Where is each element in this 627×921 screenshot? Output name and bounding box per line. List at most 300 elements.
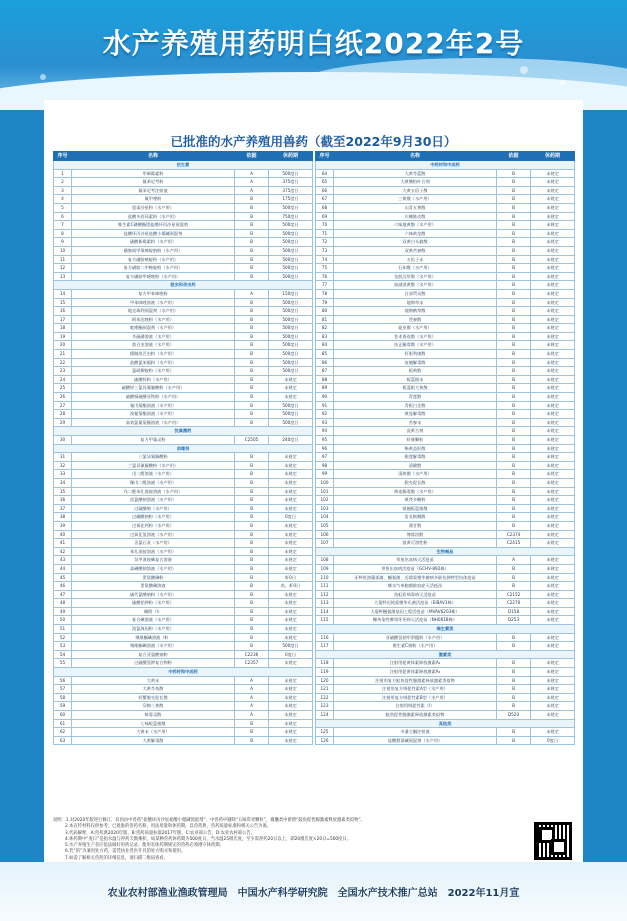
cell-basis: B bbox=[497, 728, 531, 737]
cell-no: 7 bbox=[54, 221, 72, 230]
cell-drug-name: 注射用促黄体素释放激素A₂ bbox=[334, 659, 497, 668]
cell-basis: B bbox=[235, 470, 269, 479]
cell-drug-name: 辛硫磷溶液（水产用） bbox=[72, 332, 235, 341]
cell-withdrawal: 未规定 bbox=[531, 307, 575, 316]
cell-no: 37 bbox=[54, 504, 72, 513]
cell-basis: B bbox=[497, 186, 531, 195]
cell-drug-name: 苯扎溴铵溶液（水产用） bbox=[72, 547, 235, 556]
cell-no: 91 bbox=[316, 401, 334, 410]
table-row bbox=[54, 229, 313, 238]
cell-basis: C2505 bbox=[235, 436, 269, 445]
cell-basis: C2152 bbox=[497, 590, 531, 599]
cell-no: 86 bbox=[316, 358, 334, 367]
category-row bbox=[54, 668, 313, 677]
cell-drug-name: 复方磺胺二甲嘧啶粉（水产用） bbox=[72, 264, 235, 273]
cell-no: 106 bbox=[316, 530, 334, 539]
category-label: 消毒剂 bbox=[54, 444, 313, 453]
cell-withdrawal: 未规定 bbox=[269, 375, 313, 384]
table-row bbox=[316, 350, 575, 359]
cell-basis: B bbox=[497, 676, 531, 685]
cell-drug-name: 六味地黄散（水产用） bbox=[334, 221, 497, 230]
cell-withdrawal: 0度日 bbox=[269, 513, 313, 522]
cell-drug-name: 蛋氨酸碘溶液 bbox=[72, 582, 235, 591]
cell-withdrawal: 0度日 bbox=[531, 736, 575, 745]
cell-withdrawal: 未规定 bbox=[269, 470, 313, 479]
cell-withdrawal: 未规定 bbox=[269, 736, 313, 745]
cell-no: 41 bbox=[54, 539, 72, 548]
table-row bbox=[54, 728, 313, 737]
cell-withdrawal: 500度日 bbox=[269, 255, 313, 264]
cell-no: 78 bbox=[316, 289, 334, 298]
cell-no: 27 bbox=[54, 401, 72, 410]
cell-withdrawal: 未规定 bbox=[531, 582, 575, 591]
table-row bbox=[54, 384, 313, 393]
cell-drug-name: 地克珠利预混剂（水产用） bbox=[72, 307, 235, 316]
cell-withdrawal: 未规定 bbox=[269, 616, 313, 625]
table-row bbox=[54, 393, 313, 402]
cell-basis: B bbox=[497, 659, 531, 668]
cell-withdrawal: 未规定 bbox=[269, 539, 313, 548]
cell-drug-name: 嗜水气单胞菌败血症灭活疫苗 bbox=[334, 582, 497, 591]
cell-drug-name: 复方甲霜灵粉 bbox=[72, 436, 235, 445]
cell-withdrawal: 未规定 bbox=[531, 393, 575, 402]
cell-withdrawal: 未规定 bbox=[531, 418, 575, 427]
cell-drug-name: 戊二醛苯扎溴铵溶液（水产用） bbox=[72, 487, 235, 496]
cell-basis: B bbox=[235, 212, 269, 221]
cell-drug-name: 盐酸氯苯胍粉（水产用） bbox=[72, 358, 235, 367]
cell-no: 70 bbox=[316, 221, 334, 230]
cell-basis: B bbox=[497, 582, 531, 591]
cell-drug-name: 芪参散 bbox=[334, 315, 497, 324]
cell-no: 18 bbox=[54, 324, 72, 333]
cell-drug-name: 复合碘溶液（水产用） bbox=[72, 616, 235, 625]
cell-drug-name: 盐酸多西环素粉（水产用） bbox=[72, 212, 235, 221]
cell-drug-name: 戊二醛溶液（水产用） bbox=[72, 470, 235, 479]
cell-withdrawal: 500度日 bbox=[269, 418, 313, 427]
cell-withdrawal: 未规定 bbox=[531, 358, 575, 367]
cell-no: 25 bbox=[54, 384, 72, 393]
table-row bbox=[316, 470, 575, 479]
col-header-no: 序号 bbox=[316, 152, 334, 161]
cell-drug-name: 过硼酸钠粉（水产用） bbox=[72, 513, 235, 522]
cell-no: 8 bbox=[54, 229, 72, 238]
table-row bbox=[316, 496, 575, 505]
table-row bbox=[54, 685, 313, 694]
cell-withdrawal: 未规定 bbox=[531, 668, 575, 677]
table-row bbox=[54, 375, 313, 384]
table-row bbox=[316, 676, 575, 685]
cell-no: 95 bbox=[316, 436, 334, 445]
table-row bbox=[316, 736, 575, 745]
cell-drug-name: 三黄散（水产用） bbox=[334, 195, 497, 204]
cell-basis: B bbox=[497, 272, 531, 281]
cell-basis: B bbox=[497, 470, 531, 479]
cell-withdrawal: 未规定 bbox=[269, 556, 313, 565]
cell-withdrawal: 未规定 bbox=[531, 478, 575, 487]
category-label: 抗生素 bbox=[54, 161, 313, 170]
cell-basis: B bbox=[235, 582, 269, 591]
cell-drug-name: 吡喹酮预混剂（水产用） bbox=[72, 324, 235, 333]
cell-no: 119 bbox=[316, 668, 334, 677]
cell-withdrawal: 未规定 bbox=[531, 659, 575, 668]
table-row bbox=[316, 599, 575, 608]
cell-no: 76 bbox=[316, 272, 334, 281]
table-row bbox=[316, 375, 575, 384]
cell-basis: B bbox=[235, 384, 269, 393]
cell-withdrawal: 未规定 bbox=[531, 375, 575, 384]
cell-basis: B bbox=[497, 410, 531, 419]
footer bbox=[0, 862, 627, 921]
cell-withdrawal: 未规定 bbox=[531, 539, 575, 548]
bubble-decoration bbox=[560, 80, 565, 85]
cell-basis: B bbox=[497, 358, 531, 367]
cell-drug-name: 根莲解毒散 bbox=[334, 453, 497, 462]
cell-no: 24 bbox=[54, 375, 72, 384]
cell-drug-name: 硫酸新霉素粉（水产用） bbox=[72, 238, 235, 247]
cell-drug-name: 大菱鲆鳗弧菌基因工程活疫苗（MVAV6203株） bbox=[334, 607, 497, 616]
cell-drug-name: 大黄芩鱼散 bbox=[72, 685, 235, 694]
table-row bbox=[54, 702, 313, 711]
bubble-decoration bbox=[520, 66, 528, 74]
table-row bbox=[54, 676, 313, 685]
cell-no: 31 bbox=[54, 453, 72, 462]
cell-basis: A bbox=[235, 169, 269, 178]
note-line: 5.水产养殖生产者应依法做好用药记录，使用有休药期规定的兽药必须遵守休药期。 bbox=[65, 843, 224, 849]
cell-basis: B bbox=[497, 169, 531, 178]
cell-drug-name: 雷丸槟榔散 bbox=[334, 513, 497, 522]
cell-basis: B bbox=[497, 375, 531, 384]
cell-drug-name: 肝胆利康散 bbox=[334, 350, 497, 359]
cell-drug-name: 板黄散 bbox=[334, 367, 497, 376]
table-row bbox=[54, 659, 313, 668]
cell-basis: B bbox=[235, 272, 269, 281]
cell-no: 3 bbox=[54, 186, 72, 195]
table-row bbox=[316, 324, 575, 333]
cell-basis: B bbox=[235, 453, 269, 462]
cell-basis: B bbox=[497, 633, 531, 642]
cell-drug-name: 精制敌百虫粉（水产用） bbox=[72, 350, 235, 359]
cell-no: 42 bbox=[54, 547, 72, 556]
cell-basis: B bbox=[497, 203, 531, 212]
cell-drug-name: 连翘解毒散 bbox=[334, 358, 497, 367]
col-header-basis: 依据 bbox=[235, 152, 269, 161]
cell-withdrawal: 未规定 bbox=[531, 350, 575, 359]
table-row bbox=[316, 203, 575, 212]
table-row bbox=[54, 436, 313, 445]
cell-basis: B bbox=[235, 547, 269, 556]
cell-basis: B bbox=[235, 221, 269, 230]
cell-withdrawal: 未规定 bbox=[531, 246, 575, 255]
cell-withdrawal: 未规定 bbox=[269, 384, 313, 393]
cell-drug-name: 过碳酸钠（水产用） bbox=[72, 504, 235, 513]
cell-no: 15 bbox=[54, 298, 72, 307]
table-row bbox=[316, 264, 575, 273]
cell-drug-name: 鳜传染性脾肾坏死病灭活疫苗（NH0618株） bbox=[334, 616, 497, 625]
cell-basis: B bbox=[235, 736, 269, 745]
cell-withdrawal: 未规定 bbox=[269, 599, 313, 608]
cell-withdrawal: 未规定 bbox=[269, 453, 313, 462]
cell-drug-name: 加减消黄散（水产用） bbox=[334, 281, 497, 290]
cell-no: 92 bbox=[316, 410, 334, 419]
note-line: 2.本宣传材料仅供参考，已批准的兽药名称、用法用量和休药期，以兽药典、兽药质量标准和相关公告为准。 bbox=[65, 824, 272, 830]
cell-basis: B bbox=[497, 264, 531, 273]
cell-withdrawal: 375度日 bbox=[269, 178, 313, 187]
cell-drug-name: 硫酸铜硫酸亚铁粉（水产用） bbox=[72, 393, 235, 402]
cell-withdrawal: 未规定 bbox=[269, 478, 313, 487]
cell-no: 62 bbox=[54, 728, 72, 737]
cell-drug-name: 扶正解毒散（水产用） bbox=[334, 341, 497, 350]
cell-basis: B bbox=[497, 521, 531, 530]
table-row bbox=[54, 341, 313, 350]
cell-basis: B bbox=[235, 255, 269, 264]
cell-withdrawal: 500度日 bbox=[269, 203, 313, 212]
cell-drug-name: 草鱼出血病灭活疫苗 bbox=[334, 556, 497, 565]
cell-drug-name: 五倍子末 bbox=[334, 255, 497, 264]
cell-no: 74 bbox=[316, 255, 334, 264]
table-row bbox=[316, 393, 575, 402]
cell-no: 125 bbox=[316, 728, 334, 737]
table-row bbox=[54, 513, 313, 522]
cell-basis: B bbox=[497, 246, 531, 255]
category-row bbox=[316, 719, 575, 728]
cell-drug-name: 维生素C钠粉（水产用） bbox=[334, 642, 497, 651]
cell-no: 17 bbox=[54, 315, 72, 324]
cell-drug-name: 黄连解毒散（水产用） bbox=[334, 487, 497, 496]
cell-drug-name: 大黄末 bbox=[72, 676, 235, 685]
cell-basis: B bbox=[497, 427, 531, 436]
cell-basis: B bbox=[235, 625, 269, 634]
cell-withdrawal: 240度日 bbox=[269, 436, 313, 445]
cell-no: 107 bbox=[316, 539, 334, 548]
cell-drug-name: 板蓝根大黄散 bbox=[334, 384, 497, 393]
cell-no: 113 bbox=[316, 599, 334, 608]
col-header-name: 名称 bbox=[72, 152, 235, 161]
cell-withdrawal: 500度日 bbox=[269, 298, 313, 307]
table-row bbox=[316, 633, 575, 642]
cell-no: 33 bbox=[54, 470, 72, 479]
cell-basis: B bbox=[235, 513, 269, 522]
table-row bbox=[316, 461, 575, 470]
cell-drug-name: 复方磺胺嘧啶粉（水产用） bbox=[72, 255, 235, 264]
cell-drug-name: 阿苯达唑粉（水产用） bbox=[72, 315, 235, 324]
cell-no: 71 bbox=[316, 229, 334, 238]
cell-basis: B bbox=[235, 358, 269, 367]
col-header-withdrawal: 休药期 bbox=[269, 152, 313, 161]
table-row bbox=[316, 178, 575, 187]
cell-withdrawal: 未规定 bbox=[269, 719, 313, 728]
cell-basis: C2415 bbox=[497, 539, 531, 548]
table-row bbox=[316, 487, 575, 496]
cell-withdrawal: 500度日 bbox=[269, 350, 313, 359]
cell-basis: B bbox=[235, 564, 269, 573]
cell-basis: B bbox=[497, 315, 531, 324]
cell-drug-name: 苍术香连散（水产用） bbox=[334, 332, 497, 341]
cell-no: 75 bbox=[316, 264, 334, 273]
cell-basis: B bbox=[497, 478, 531, 487]
cell-drug-name: 双黄苦参散 bbox=[334, 246, 497, 255]
table-row bbox=[316, 444, 575, 453]
table-row bbox=[54, 530, 313, 539]
col-header-withdrawal: 休药期 bbox=[531, 152, 575, 161]
cell-withdrawal: 未规定 bbox=[531, 564, 575, 573]
cell-basis: A bbox=[235, 186, 269, 195]
cell-withdrawal: 500度日 bbox=[269, 324, 313, 333]
cell-drug-name: 注射用复方鲑鱼促性腺激素释放激素类似物 bbox=[334, 676, 497, 685]
cell-no: 66 bbox=[316, 186, 334, 195]
cell-withdrawal: 未规定 bbox=[531, 702, 575, 711]
cell-withdrawal: 未规定 bbox=[269, 393, 313, 402]
table-row bbox=[316, 238, 575, 247]
cell-no: 30 bbox=[54, 436, 72, 445]
table-row bbox=[316, 169, 575, 178]
table-row bbox=[316, 590, 575, 599]
cell-basis: C2236 bbox=[235, 650, 269, 659]
cell-withdrawal: 500度日 bbox=[269, 229, 313, 238]
cell-no: 57 bbox=[54, 685, 72, 694]
table-row bbox=[54, 410, 313, 419]
cell-no: 48 bbox=[54, 599, 72, 608]
cell-no: 111 bbox=[316, 582, 334, 591]
cell-no: 11 bbox=[54, 255, 72, 264]
table-row bbox=[54, 633, 313, 642]
cell-basis: B bbox=[235, 367, 269, 376]
cell-drug-name: 硫酸锌粉（水产用） bbox=[72, 375, 235, 384]
cell-basis: B bbox=[235, 590, 269, 599]
table-subtitle: 已批准的水产养殖用兽药（截至2022年9月30日） bbox=[170, 134, 457, 149]
table-row bbox=[54, 203, 313, 212]
cell-basis: B bbox=[497, 573, 531, 582]
table-row bbox=[316, 659, 575, 668]
qr-code[interactable] bbox=[534, 822, 572, 860]
table-row bbox=[54, 195, 313, 204]
table-row bbox=[316, 246, 575, 255]
cell-basis: B bbox=[235, 393, 269, 402]
cell-basis: B bbox=[497, 298, 531, 307]
category-row bbox=[316, 547, 575, 556]
cell-basis: A bbox=[497, 556, 531, 565]
cell-withdrawal: 未规定 bbox=[269, 659, 313, 668]
page-title: 水产养殖用药明白纸2022年2号 bbox=[102, 27, 525, 60]
cell-withdrawal: 500度日 bbox=[269, 367, 313, 376]
cell-drug-name: 银黄可溶性粉 bbox=[334, 539, 497, 548]
cell-drug-name: 硫代氯酸钠粉（水产用） bbox=[72, 590, 235, 599]
table-row bbox=[316, 564, 575, 573]
cell-drug-name: 双黄白头翁散 bbox=[334, 238, 497, 247]
table-row bbox=[316, 358, 575, 367]
note-line: 说明：1.对2020年版进行修订，仅因由中兽药“盐酸环丙沙星盐酸小檗碱预混剂”、中兽药中剔除“五味常青颗粒”，微囊类中新增“鼓鱼促性腺激素释放激素类似物”。 bbox=[53, 818, 365, 823]
cell-no: 84 bbox=[316, 341, 334, 350]
cell-no: 9 bbox=[54, 238, 72, 247]
cell-basis: B bbox=[497, 685, 531, 694]
cell-basis: B bbox=[497, 384, 531, 393]
cell-basis: A bbox=[235, 685, 269, 694]
table-row bbox=[54, 582, 313, 591]
cell-withdrawal: 未规定 bbox=[531, 530, 575, 539]
cell-no: 50 bbox=[54, 616, 72, 625]
table-row bbox=[54, 616, 313, 625]
cell-drug-name: 氰戊菊酯溶液（水产用） bbox=[72, 401, 235, 410]
cell-drug-name: 硫酸铝钾粉（水产用） bbox=[72, 599, 235, 608]
cell-basis: B bbox=[235, 633, 269, 642]
table-row bbox=[316, 427, 575, 436]
cell-no: 59 bbox=[54, 702, 72, 711]
cell-withdrawal: 未规定 bbox=[531, 401, 575, 410]
cell-no: 14 bbox=[54, 289, 72, 298]
cell-basis: B bbox=[235, 573, 269, 582]
cell-no: 101 bbox=[316, 487, 334, 496]
cell-no: 38 bbox=[54, 513, 72, 522]
cell-withdrawal: 未规定 bbox=[531, 178, 575, 187]
cell-drug-name: 鱼虹彩病毒病灭活疫苗 bbox=[334, 590, 497, 599]
cell-drug-name: 青莲散 bbox=[334, 393, 497, 402]
cell-drug-name: 龙胆泻肝散（水产用） bbox=[334, 272, 497, 281]
cell-withdrawal: 未规定 bbox=[269, 676, 313, 685]
table-row bbox=[54, 298, 313, 307]
cell-no: 26 bbox=[54, 393, 72, 402]
cell-no: 16 bbox=[54, 307, 72, 316]
cell-basis: A bbox=[235, 676, 269, 685]
cell-drug-name: 银翘板蓝根散 bbox=[334, 504, 497, 513]
cell-no: 28 bbox=[54, 410, 72, 419]
category-row bbox=[54, 281, 313, 290]
cell-drug-name: 山青五黄散 bbox=[334, 203, 497, 212]
cell-withdrawal: 未规定 bbox=[269, 693, 313, 702]
cell-no: 58 bbox=[54, 693, 72, 702]
cell-no: 89 bbox=[316, 384, 334, 393]
cell-no: 60 bbox=[54, 711, 72, 720]
cell-withdrawal: 未规定 bbox=[531, 436, 575, 445]
table-row bbox=[316, 436, 575, 445]
cell-no: 72 bbox=[316, 238, 334, 247]
table-row bbox=[54, 607, 313, 616]
cell-no: 67 bbox=[316, 195, 334, 204]
cell-withdrawal: 未规定 bbox=[531, 728, 575, 737]
table-row bbox=[54, 478, 313, 487]
table-row bbox=[54, 461, 313, 470]
cell-basis: B bbox=[497, 453, 531, 462]
cell-no: 112 bbox=[316, 590, 334, 599]
cell-withdrawal: 未规定 bbox=[531, 255, 575, 264]
cell-drug-name: 含氯石灰（水产用） bbox=[72, 539, 235, 548]
cell-basis: C2374 bbox=[497, 530, 531, 539]
cell-withdrawal: 未规定 bbox=[531, 496, 575, 505]
cell-basis: B bbox=[235, 203, 269, 212]
cell-basis: B bbox=[235, 728, 269, 737]
col-header-no: 序号 bbox=[54, 152, 72, 161]
cell-no: 20 bbox=[54, 341, 72, 350]
cell-basis: B bbox=[235, 375, 269, 384]
cell-withdrawal: 鱼、虾0日 bbox=[269, 582, 313, 591]
cell-drug-name: 注射用促黄体素释放激素A₃ bbox=[334, 668, 497, 677]
category-label: 驱虫和杀虫药 bbox=[54, 281, 313, 290]
table-row bbox=[316, 556, 575, 565]
cell-drug-name: 清健散 bbox=[334, 461, 497, 470]
cell-withdrawal: 未规定 bbox=[269, 625, 313, 634]
cell-withdrawal: 175度日 bbox=[269, 195, 313, 204]
table-row bbox=[54, 238, 313, 247]
cell-drug-name: 敌百虫溶液（水产用） bbox=[72, 341, 235, 350]
cell-drug-name: 多潘立酮注射液 bbox=[334, 728, 497, 737]
cell-drug-name: 蒲甘散 bbox=[334, 521, 497, 530]
category-label: 抗真菌药 bbox=[54, 427, 313, 436]
cell-no: 12 bbox=[54, 264, 72, 273]
cell-no: 120 bbox=[316, 676, 334, 685]
category-row bbox=[316, 161, 575, 170]
category-row bbox=[54, 427, 313, 436]
cell-no: 116 bbox=[316, 633, 334, 642]
table-row bbox=[54, 573, 313, 582]
cell-withdrawal: 未规定 bbox=[531, 289, 575, 298]
